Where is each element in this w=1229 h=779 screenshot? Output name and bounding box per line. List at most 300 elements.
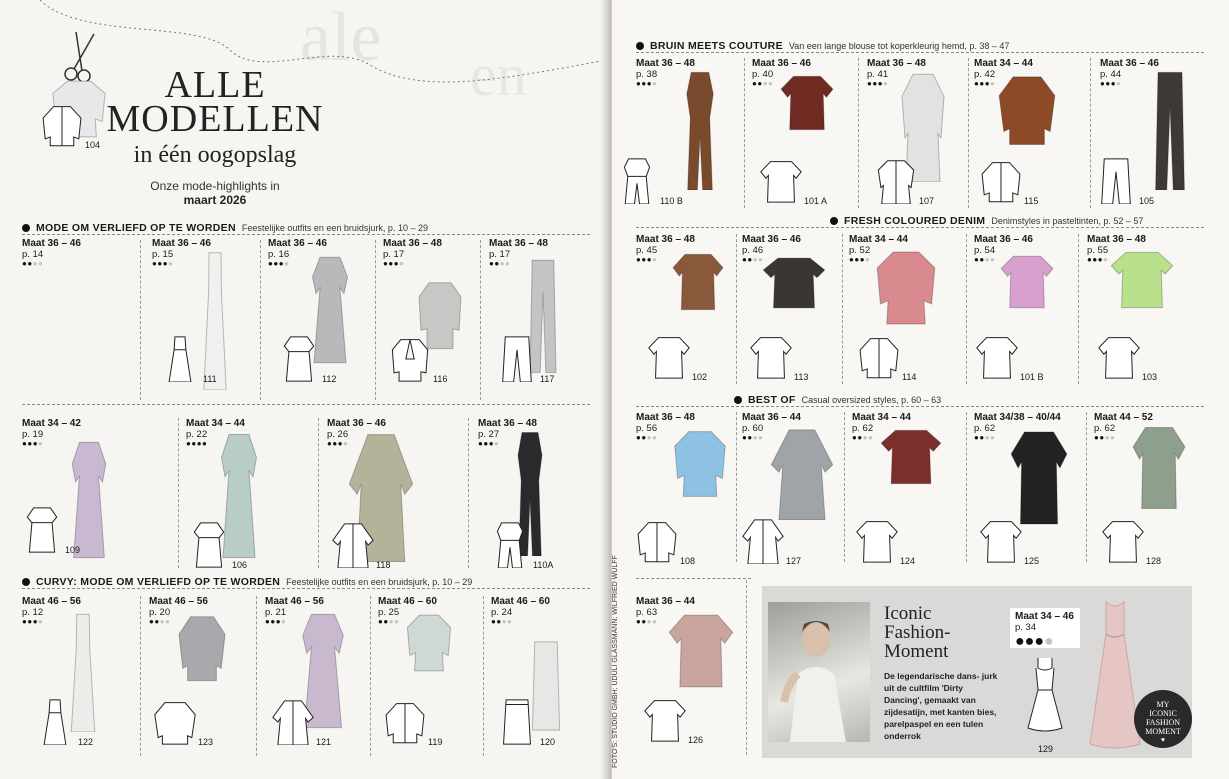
difficulty-dot: ●	[268, 259, 274, 268]
difficulty-dot: ●	[38, 259, 44, 268]
title-line-1: ALLE	[164, 64, 266, 106]
difficulty-dot: ●	[152, 259, 158, 268]
page-ref: p. 17	[489, 249, 511, 260]
difficulty-dot: ●	[27, 617, 33, 626]
difficulty-dot: ●	[979, 433, 985, 442]
difficulty-dot: ●	[762, 79, 769, 88]
difficulty-dot: ●	[38, 439, 44, 448]
page-ref: p. 40	[752, 69, 774, 80]
technical-sketch-118	[332, 522, 374, 573]
iconic-fashion-panel	[762, 586, 1192, 758]
difficulty-dot: ●	[1034, 633, 1045, 650]
difficulty-dot: ●	[1110, 79, 1117, 88]
row-divider	[22, 404, 590, 405]
technical-sketch-121	[272, 699, 314, 750]
difficulty-dot: ●	[646, 255, 653, 264]
badge-line-2: ICONIC	[1149, 709, 1177, 718]
size-range: Maat 36 – 46	[742, 234, 801, 245]
section-rule	[636, 406, 1204, 407]
title-issue: maart 2026	[183, 193, 247, 207]
difficulty-dot: ●	[154, 617, 160, 626]
difficulty-dot: ●	[499, 259, 506, 268]
difficulty-dots	[491, 618, 550, 626]
column-divider	[483, 596, 484, 756]
model-number: 112	[322, 374, 337, 384]
garment-photo-114[interactable]	[874, 248, 938, 333]
difficulty-dot: ●	[273, 259, 279, 268]
technical-sketch-117	[496, 336, 538, 387]
size-range: Maat 36 – 48	[867, 58, 926, 69]
size-range: Maat 46 – 60	[378, 596, 437, 607]
column-divider	[370, 596, 371, 756]
difficulty-dot: ●	[1105, 79, 1111, 88]
difficulty-dot: ●	[758, 433, 764, 442]
page-ref: p. 46	[742, 245, 764, 256]
difficulty-dot: ●	[388, 617, 395, 626]
difficulty-dot: ●	[38, 617, 44, 626]
garment-photo-113[interactable]	[762, 256, 826, 315]
column-divider	[744, 58, 745, 208]
model-number: 129	[1038, 744, 1054, 754]
difficulty-dot: ●	[388, 259, 394, 268]
column-divider	[746, 580, 747, 755]
title-subtitle: Onze mode-highlights in	[150, 179, 280, 193]
iconic-description: De legendarische dans- jurk uit de cultfilm 'Dirty Dancing', gemaakt van zijdesatijn, met kanten bies, parelpaspel en een tulen onderrok	[884, 671, 998, 741]
page-ref: p. 20	[149, 607, 171, 618]
difficulty-dot: ●	[652, 79, 658, 88]
difficulty-dot: ●	[488, 439, 495, 448]
garment-photo-108[interactable]	[672, 428, 728, 505]
section-header-curvy	[22, 576, 472, 588]
size-range: Maat 36 – 44	[742, 412, 801, 423]
model-card-116[interactable]	[383, 238, 442, 268]
page-ref: p. 55	[1087, 245, 1109, 256]
difficulty-dot: ●	[489, 259, 495, 268]
difficulty-dot: ●	[383, 259, 389, 268]
model-number: 101 A	[804, 196, 828, 206]
size-range: Maat 34 – 44	[974, 58, 1033, 69]
difficulty-dot: ●	[747, 255, 753, 264]
technical-sketch-128	[1102, 518, 1144, 569]
difficulty-dot: ●	[1015, 633, 1025, 650]
column-divider	[480, 240, 481, 400]
heart-icon: ♥	[1160, 736, 1166, 744]
difficulty-dot: ●	[652, 617, 658, 626]
bullet-icon	[734, 396, 742, 404]
model-number: 106	[232, 560, 248, 570]
difficulty-dot: ●	[849, 255, 855, 264]
technical-sketch-110B	[616, 158, 658, 209]
bullet-icon	[22, 578, 30, 586]
difficulty-dot: ●	[202, 439, 208, 448]
difficulty-dots	[383, 260, 442, 268]
garment-photo-102[interactable]	[672, 252, 724, 317]
difficulty-dot: ●	[501, 617, 508, 626]
model-number: 105	[1139, 196, 1155, 206]
difficulty-dot: ●	[984, 255, 991, 264]
difficulty-dot: ●	[505, 259, 511, 268]
technical-sketch-123	[154, 699, 196, 750]
technical-sketch-104	[41, 102, 83, 153]
page-ref: p. 14	[22, 249, 44, 260]
badge-line-3: FASHION	[1145, 718, 1181, 727]
difficulty-dot: ●	[854, 255, 860, 264]
section-rule	[22, 588, 590, 589]
title-line-2: MODELLEN	[106, 98, 324, 140]
model-number: 113	[794, 372, 809, 382]
garment-photo-101A[interactable]	[780, 74, 834, 137]
technical-sketch-101A	[760, 158, 802, 209]
difficulty-dot: ●	[636, 617, 642, 626]
difficulty-dot: ●	[22, 439, 28, 448]
page-ref: p. 41	[867, 69, 889, 80]
technical-sketch-127	[742, 518, 784, 569]
model-number: 109	[65, 545, 81, 555]
title-line-3: in één oogopslag	[133, 142, 297, 168]
model-number: 103	[1142, 372, 1158, 382]
difficulty-dot: ●	[394, 617, 400, 626]
column-divider	[858, 58, 859, 208]
section-title: BRUIN MEETS COUTURE	[650, 40, 783, 52]
model-number: 119	[428, 737, 443, 747]
difficulty-dot: ●	[1097, 255, 1104, 264]
difficulty-dot: ●	[1103, 255, 1109, 264]
garment-photo-101B[interactable]	[1000, 254, 1054, 315]
difficulty-dot: ●	[883, 79, 889, 88]
difficulty-dot: ●	[157, 259, 163, 268]
difficulty-dot: ●	[752, 79, 758, 88]
difficulty-dot: ●	[742, 255, 748, 264]
model-number: 122	[78, 737, 94, 747]
column-divider	[468, 418, 469, 568]
difficulty-dot: ●	[752, 255, 759, 264]
page-ref: p. 15	[152, 249, 174, 260]
difficulty-dot: ●	[752, 433, 759, 442]
iconic-title-1: Iconic	[884, 603, 932, 624]
iconic-title-3: Moment	[884, 641, 949, 662]
difficulty-dot: ●	[383, 617, 389, 626]
technical-sketch-116	[389, 336, 431, 387]
model-number: 115	[1024, 196, 1039, 206]
column-divider	[375, 240, 376, 400]
photo-credit	[612, 555, 624, 768]
difficulty-dot: ●	[337, 439, 344, 448]
difficulty-dot: ●	[1104, 433, 1111, 442]
difficulty-dot: ●	[399, 259, 405, 268]
difficulty-dot: ●	[1100, 79, 1106, 88]
column-divider	[842, 234, 843, 384]
column-divider	[1090, 58, 1091, 208]
difficulty-dot: ●	[491, 617, 497, 626]
section-header-mode	[22, 222, 428, 234]
technical-sketch-119	[384, 699, 426, 750]
difficulty-dot: ●	[393, 259, 400, 268]
section-rule	[636, 227, 1204, 228]
model-number: 128	[1146, 556, 1162, 566]
size-range: Maat 36 – 48	[383, 238, 442, 249]
difficulty-dot: ●	[162, 259, 169, 268]
size-range: Maat 36 – 44	[636, 596, 695, 607]
size-range: Maat 36 – 48	[1087, 234, 1146, 245]
technical-sketch-113	[750, 334, 792, 385]
difficulty-dot: ●	[990, 433, 996, 442]
garment-photo-115[interactable]	[998, 74, 1056, 151]
difficulty-dot: ●	[852, 433, 858, 442]
model-number: 114	[902, 372, 917, 382]
model-number: 120	[540, 737, 556, 747]
difficulty-dot: ●	[265, 617, 271, 626]
garment-photo-126[interactable]	[668, 612, 734, 695]
difficulty-dot: ●	[979, 255, 985, 264]
technical-sketch-103	[1098, 334, 1140, 385]
size-range: Maat 34 – 46	[1015, 611, 1074, 622]
technical-sketch-105	[1095, 158, 1137, 209]
model-number: 118	[376, 560, 391, 570]
difficulty-dot: ●	[652, 433, 658, 442]
difficulty-dot: ●	[168, 259, 174, 268]
page-ref: p. 60	[742, 423, 764, 434]
difficulty-dot: ●	[742, 433, 748, 442]
model-number: 127	[786, 556, 802, 566]
difficulty-dot: ●	[636, 255, 642, 264]
difficulty-dot: ●	[990, 255, 996, 264]
garment-photo-124[interactable]	[880, 428, 942, 491]
page-ref: p. 52	[849, 245, 871, 256]
difficulty-dot: ●	[974, 79, 980, 88]
column-divider	[736, 412, 737, 562]
difficulty-dot: ●	[984, 433, 991, 442]
difficulty-dot: ●	[496, 617, 502, 626]
difficulty-dots	[22, 260, 81, 268]
column-divider	[140, 240, 141, 400]
page-ref: p. 17	[383, 249, 405, 260]
model-number: 116	[433, 374, 448, 384]
difficulty-dot: ●	[641, 255, 647, 264]
size-range: Maat 46 – 56	[149, 596, 208, 607]
difficulty-dot: ●	[494, 439, 500, 448]
size-range: Maat 46 – 60	[491, 596, 550, 607]
bullet-icon	[830, 217, 838, 225]
difficulty-dot: ●	[868, 433, 874, 442]
difficulty-dot: ●	[507, 617, 513, 626]
badge-line-1: MY	[1156, 700, 1170, 709]
size-range: Maat 36 – 46	[974, 234, 1033, 245]
size-range: Maat 36 – 48	[636, 58, 695, 69]
column-divider	[318, 418, 319, 568]
model-number: 107	[919, 196, 935, 206]
difficulty-dot: ●	[32, 439, 39, 448]
credit-text: FOTO'S: STUDIO GMBH; UDULI GLASSMANN; WILFRIED WULFF	[612, 555, 619, 768]
difficulty-dot: ●	[270, 617, 276, 626]
difficulty-dot: ●	[636, 433, 642, 442]
page-ref: p. 34	[1015, 622, 1037, 633]
page-ref: p. 22	[186, 429, 208, 440]
column-divider	[844, 412, 845, 562]
difficulty-dot: ●	[859, 255, 866, 264]
size-range: Maat 34 – 42	[22, 418, 81, 429]
size-range: Maat 34 – 44	[852, 412, 911, 423]
technical-sketch-126	[644, 697, 686, 748]
difficulty-dot: ●	[646, 617, 653, 626]
model-number: 117	[540, 374, 555, 384]
difficulty-dot: ●	[27, 259, 33, 268]
difficulty-dot: ●	[857, 433, 863, 442]
difficulty-dot: ●	[32, 617, 39, 626]
column-divider	[140, 596, 141, 756]
difficulty-dot: ●	[758, 255, 764, 264]
technical-sketch-125	[980, 518, 1022, 569]
technical-sketch-110A	[489, 522, 531, 573]
page-ref: p. 62	[852, 423, 874, 434]
iconic-title	[884, 604, 951, 661]
technical-sketch-108	[636, 518, 678, 569]
difficulty-dot: ●	[990, 79, 996, 88]
difficulty-dot: ●	[862, 433, 869, 442]
difficulty-dot: ●	[332, 439, 338, 448]
difficulty-dot: ●	[22, 259, 28, 268]
difficulty-dot: ●	[641, 617, 647, 626]
page-ref: p. 45	[636, 245, 658, 256]
model-number: 108	[680, 556, 696, 566]
technical-sketch-114	[858, 334, 900, 385]
size-range: Maat 36 – 48	[636, 412, 695, 423]
page-ref: p. 25	[378, 607, 400, 618]
difficulty-dot: ●	[281, 617, 287, 626]
size-range: Maat 36 – 46	[22, 238, 81, 249]
model-number: 101 B	[1020, 372, 1044, 382]
right-page	[612, 0, 1229, 779]
technical-sketch-107	[875, 158, 917, 209]
model-number: 102	[692, 372, 708, 382]
difficulty-dot: ●	[1092, 255, 1098, 264]
size-range: Maat 36 – 46	[752, 58, 811, 69]
technical-sketch-111	[159, 336, 201, 387]
difficulty-dot: ●	[22, 617, 28, 626]
model-number: 104	[85, 140, 101, 150]
difficulty-dot: ●	[652, 255, 658, 264]
dirty-dancing-photo	[768, 602, 870, 742]
technical-sketch-115	[980, 158, 1022, 209]
difficulty-dot: ●	[196, 439, 203, 448]
difficulty-dot: ●	[877, 79, 884, 88]
size-range: Maat 46 – 56	[22, 596, 81, 607]
page-ref: p. 44	[1100, 69, 1122, 80]
garment-photo-119[interactable]	[405, 612, 453, 679]
model-number: 111	[203, 374, 217, 384]
page-ref: p. 42	[974, 69, 996, 80]
size-range: Maat 36 – 48	[478, 418, 537, 429]
garment-photo-110B[interactable]	[678, 70, 722, 195]
column-divider	[968, 58, 969, 208]
size-range: Maat 34 – 44	[849, 234, 908, 245]
difficulty-dot: ●	[275, 617, 282, 626]
difficulty-dot: ●	[646, 79, 653, 88]
column-divider	[1086, 412, 1087, 562]
page-ref: p. 24	[491, 607, 513, 618]
model-number: 123	[198, 737, 214, 747]
difficulty-dot: ●	[984, 79, 991, 88]
difficulty-dot: ●	[867, 79, 873, 88]
section-header-best	[734, 394, 941, 406]
difficulty-dot: ●	[974, 433, 980, 442]
iconic-title-2: Fashion-	[884, 622, 951, 643]
model-card-120[interactable]	[491, 596, 550, 626]
difficulty-dot: ●	[1094, 433, 1100, 442]
column-divider	[966, 234, 967, 384]
difficulty-dot: ●	[974, 255, 980, 264]
difficulty-dot: ●	[284, 259, 290, 268]
section-description: Denimstyles in pasteltinten, p. 52 – 57	[991, 216, 1144, 226]
difficulty-dot: ●	[757, 79, 763, 88]
difficulty-dot: ●	[378, 617, 384, 626]
column-divider	[1078, 234, 1079, 384]
difficulty-dot: ●	[343, 439, 349, 448]
size-range: Maat 36 – 46	[268, 238, 327, 249]
difficulty-dot: ●	[1044, 633, 1054, 650]
technical-sketch-120	[496, 699, 538, 750]
svg-text:ale: ale	[300, 0, 382, 76]
garment-photo-103[interactable]	[1110, 250, 1174, 315]
size-range: Maat 36 – 46	[1100, 58, 1159, 69]
size-range: Maat 36 – 46	[327, 418, 386, 429]
size-range: Maat 34/38 – 40/44	[974, 412, 1061, 423]
difficulty-dot: ●	[478, 439, 484, 448]
section-description: Van een lange blouse tot koperkleurig hemd, p. 38 – 47	[788, 41, 1010, 51]
column-divider	[178, 418, 179, 568]
dress-sketch-129	[1020, 656, 1070, 736]
difficulty-dot: ●	[641, 433, 647, 442]
svg-text:en: en	[470, 42, 527, 108]
model-card-104[interactable]	[22, 238, 81, 268]
size-range: Maat 46 – 56	[265, 596, 324, 607]
page-ref: p. 12	[22, 607, 44, 618]
difficulty-dot: ●	[636, 79, 642, 88]
my-iconic-fashion-moment-badge	[1134, 690, 1192, 748]
section-title: CURVY: MODE OM VERLIEFD OP TE WORDEN	[36, 576, 281, 588]
section-description: Feestelijke outfits en een bruidsjurk, p. 10 – 29	[241, 223, 428, 233]
page-ref: p. 62	[974, 423, 996, 434]
difficulty-dot: ●	[1024, 633, 1035, 650]
model-number: 121	[316, 737, 332, 747]
technical-sketch-109	[21, 507, 63, 558]
garment-photo-128[interactable]	[1132, 424, 1186, 517]
difficulty-dot: ●	[979, 79, 985, 88]
model-number: 110A	[533, 560, 554, 570]
difficulty-dot: ●	[186, 439, 192, 448]
garment-photo-123[interactable]	[178, 614, 226, 687]
column-divider	[966, 412, 967, 562]
model-number: 110 B	[660, 196, 683, 206]
model-number: 125	[1024, 556, 1040, 566]
difficulty-dot: ●	[483, 439, 489, 448]
section-description: Casual oversized styles, p. 60 – 63	[801, 395, 942, 405]
difficulty-dots	[1015, 633, 1075, 651]
technical-sketch-106	[188, 522, 230, 573]
difficulty-dot: ●	[768, 79, 774, 88]
difficulty-dot: ●	[872, 79, 878, 88]
size-range: Maat 36 – 48	[636, 234, 695, 245]
page-title-block	[95, 64, 335, 207]
technical-sketch-124	[856, 518, 898, 569]
difficulty-dot: ●	[865, 255, 871, 264]
column-divider	[736, 234, 737, 384]
size-range: Maat 36 – 46	[152, 238, 211, 249]
difficulty-dot: ●	[1087, 255, 1093, 264]
garment-photo-127[interactable]	[770, 428, 834, 525]
portrait-illustration	[768, 602, 870, 742]
garment-photo-105[interactable]	[1150, 70, 1190, 195]
section-title: BEST OF	[748, 394, 796, 406]
